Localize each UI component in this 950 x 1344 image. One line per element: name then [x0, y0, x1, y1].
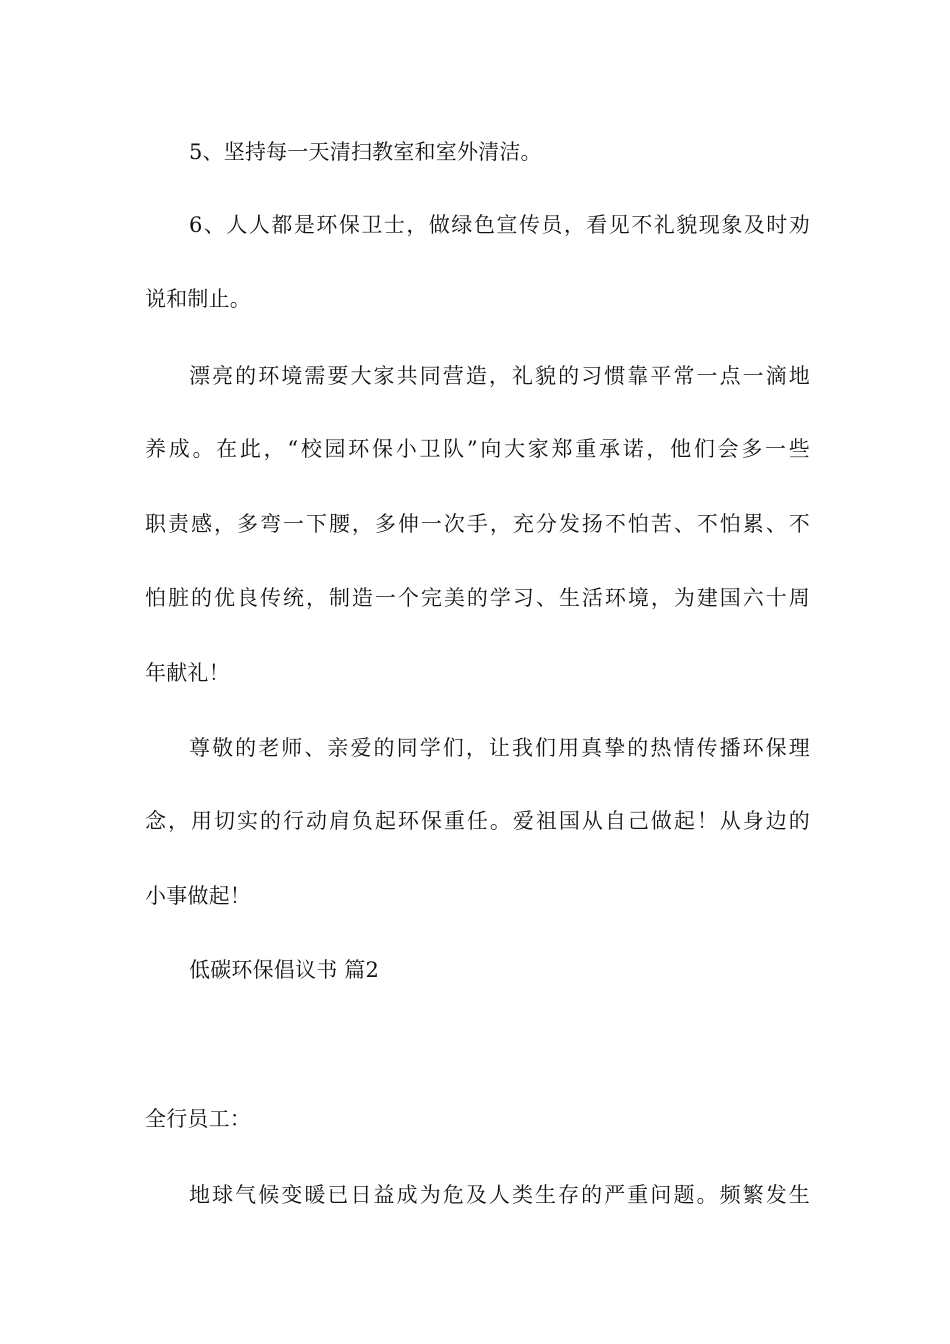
paragraph-appeal-line-2: 念，用切实的行动肩负起环保重任。爱祖国从自己做起！从身边的 [145, 809, 810, 833]
paragraph-item-5: 5、坚持每一天清扫教室和室外清洁。 [189, 140, 542, 164]
paragraph-environment-line-2: 养成。在此，“校园环保小卫队”向大家郑重承诺，他们会多一些 [145, 437, 810, 461]
section-heading: 低碳环保倡议书 篇2 [189, 958, 380, 982]
paragraph-environment-line-3: 职责感，多弯一下腰，多伸一次手，充分发扬不怕苦、不怕累、不 [145, 512, 810, 536]
paragraph-environment-line-1: 漂亮的环境需要大家共同营造，礼貌的习惯靠平常一点一滴地 [189, 364, 810, 388]
paragraph-item-6-line-1: 6、人人都是环保卫士，做绿色宣传员，看见不礼貌现象及时劝 [189, 213, 810, 237]
paragraph-environment-line-4: 怕脏的优良传统，制造一个完美的学习、生活环境，为建国六十周 [145, 586, 810, 610]
paragraph-item-6-line-2: 说和制止。 [145, 287, 251, 311]
paragraph-appeal-line-1: 尊敬的老师、亲爱的同学们，让我们用真挚的热情传播环保理 [189, 736, 810, 760]
paragraph-environment-line-5: 年献礼！ [145, 661, 230, 685]
paragraph-climate-line-1: 地球气候变暖已日益成为危及人类生存的严重问题。频繁发生 [189, 1183, 810, 1207]
salutation: 全行员工： [145, 1107, 251, 1131]
paragraph-appeal-line-3: 小事做起！ [145, 884, 251, 908]
